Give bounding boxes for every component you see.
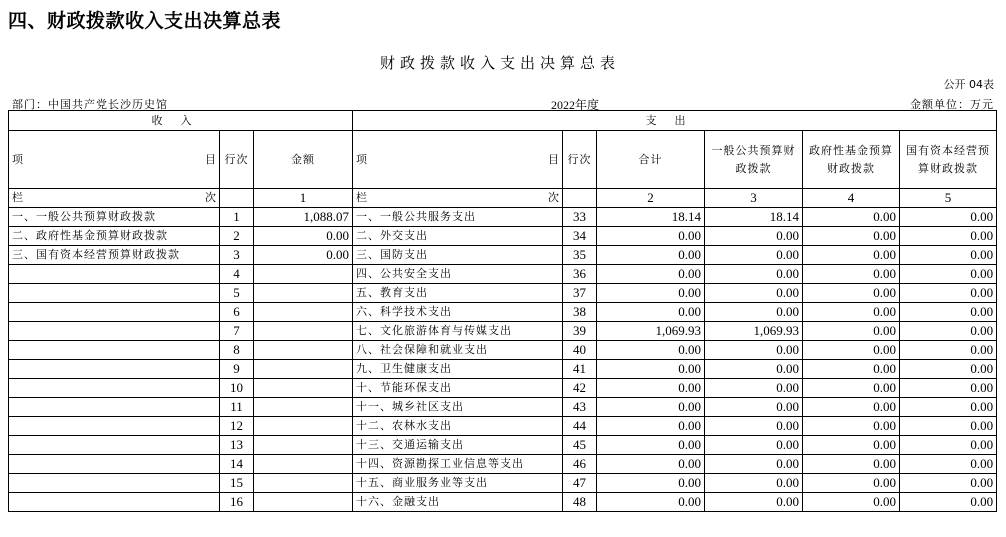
income-item-cell	[9, 455, 220, 474]
expense-item-cell: 十、节能环保支出	[353, 379, 563, 398]
expense-row-no-cell: 48	[563, 493, 597, 512]
income-item-cell: 三、国有资本经营预算财政拨款	[9, 246, 220, 265]
income-amount-cell	[254, 474, 353, 493]
state-capital-cell: 0.00	[900, 246, 997, 265]
general-budget-cell: 0.00	[705, 265, 803, 284]
income-row-no-cell: 15	[220, 474, 254, 493]
income-amount-cell	[254, 417, 353, 436]
income-row-no-cell: 12	[220, 417, 254, 436]
general-budget-cell: 0.00	[705, 284, 803, 303]
income-amount-cell	[254, 493, 353, 512]
expense-row-no-cell: 37	[563, 284, 597, 303]
income-item-cell	[9, 398, 220, 417]
total-cell: 0.00	[597, 227, 705, 246]
expense-row-no-cell: 34	[563, 227, 597, 246]
income-item-cell	[9, 379, 220, 398]
income-row-no-cell: 16	[220, 493, 254, 512]
gov-fund-cell: 0.00	[803, 246, 900, 265]
income-amount-cell	[254, 436, 353, 455]
state-capital-header: 国有资本经营预算财政拨款	[900, 131, 997, 189]
state-capital-cell: 0.00	[900, 455, 997, 474]
income-row-no-cell: 13	[220, 436, 254, 455]
income-item-cell	[9, 341, 220, 360]
total-cell: 18.14	[597, 208, 705, 227]
expense-item-cell: 六、科学技术支出	[353, 303, 563, 322]
total-header: 合计	[597, 131, 705, 189]
form-number: 公开 04表	[943, 78, 994, 91]
state-capital-cell: 0.00	[900, 265, 997, 284]
expense-row-no-cell: 40	[563, 341, 597, 360]
department-label: 部门：中国共产党长沙历史馆	[12, 98, 168, 111]
income-amount-cell	[254, 360, 353, 379]
income-row-no-cell: 6	[220, 303, 254, 322]
state-capital-cell: 0.00	[900, 322, 997, 341]
expense-row-no-cell: 38	[563, 303, 597, 322]
state-capital-cell: 0.00	[900, 436, 997, 455]
expense-section-header: 支出	[353, 111, 997, 131]
income-item-cell	[9, 360, 220, 379]
expense-item-header: 项 目	[353, 131, 563, 189]
expense-item-cell: 十二、农林水支出	[353, 417, 563, 436]
table-row	[9, 303, 997, 322]
general-budget-header: 一般公共预算财政拨款	[705, 131, 803, 189]
expense-row-no-cell: 43	[563, 398, 597, 417]
state-capital-cell: 0.00	[900, 303, 997, 322]
expense-item-cell: 十一、城乡社区支出	[353, 398, 563, 417]
gov-fund-cell: 0.00	[803, 284, 900, 303]
expense-row-no-cell: 45	[563, 436, 597, 455]
table-row	[9, 322, 997, 341]
income-item-cell: 一、一般公共预算财政拨款	[9, 208, 220, 227]
general-budget-cell: 0.00	[705, 303, 803, 322]
income-item-cell	[9, 493, 220, 512]
total-cell: 0.00	[597, 455, 705, 474]
total-cell: 0.00	[597, 341, 705, 360]
general-budget-cell: 0.00	[705, 455, 803, 474]
expense-item-cell: 九、卫生健康支出	[353, 360, 563, 379]
col-index-1: 1	[254, 189, 353, 208]
income-row-no-cell: 14	[220, 455, 254, 474]
expense-item-cell: 十五、商业服务业等支出	[353, 474, 563, 493]
expense-item-cell: 四、公共安全支出	[353, 265, 563, 284]
general-budget-cell: 0.00	[705, 417, 803, 436]
general-budget-cell: 0.00	[705, 360, 803, 379]
expense-item-cell: 二、外交支出	[353, 227, 563, 246]
income-item-cell	[9, 436, 220, 455]
expense-item-cell: 十六、金融支出	[353, 493, 563, 512]
expense-row-no-cell: 35	[563, 246, 597, 265]
income-amount-cell	[254, 398, 353, 417]
col-index-4: 4	[803, 189, 900, 208]
general-budget-cell: 0.00	[705, 341, 803, 360]
budget-summary-table	[8, 110, 997, 512]
income-row-no-cell: 11	[220, 398, 254, 417]
state-capital-cell: 0.00	[900, 493, 997, 512]
general-budget-cell: 0.00	[705, 398, 803, 417]
income-amount-cell	[254, 284, 353, 303]
income-amount-cell	[254, 341, 353, 360]
state-capital-cell: 0.00	[900, 474, 997, 493]
income-item-cell: 二、政府性基金预算财政拨款	[9, 227, 220, 246]
expense-row-no-cell: 36	[563, 265, 597, 284]
table-row	[9, 455, 997, 474]
gov-fund-cell: 0.00	[803, 341, 900, 360]
col-index-label: 栏 次	[353, 189, 563, 208]
income-item-cell	[9, 474, 220, 493]
income-amount-cell	[254, 303, 353, 322]
total-cell: 0.00	[597, 360, 705, 379]
table-row	[9, 265, 997, 284]
total-cell: 0.00	[597, 379, 705, 398]
total-cell: 0.00	[597, 265, 705, 284]
expense-row-no-cell: 42	[563, 379, 597, 398]
gov-fund-cell: 0.00	[803, 265, 900, 284]
income-item-header: 项 目	[9, 131, 220, 189]
table-row	[9, 208, 997, 227]
general-budget-cell: 0.00	[705, 379, 803, 398]
state-capital-cell: 0.00	[900, 398, 997, 417]
expense-item-cell: 七、文化旅游体育与传媒支出	[353, 322, 563, 341]
table-row	[9, 379, 997, 398]
income-row-no-cell: 2	[220, 227, 254, 246]
expense-row-no-cell: 47	[563, 474, 597, 493]
income-item-cell	[9, 284, 220, 303]
state-capital-cell: 0.00	[900, 379, 997, 398]
gov-fund-cell: 0.00	[803, 208, 900, 227]
expense-row-no-cell: 41	[563, 360, 597, 379]
gov-fund-cell: 0.00	[803, 493, 900, 512]
state-capital-cell: 0.00	[900, 417, 997, 436]
col-index-label: 栏 次	[9, 189, 220, 208]
income-item-cell	[9, 303, 220, 322]
income-amount-cell: 0.00	[254, 246, 353, 265]
income-amount-cell	[254, 322, 353, 341]
general-budget-cell: 1,069.93	[705, 322, 803, 341]
income-item-cell	[9, 417, 220, 436]
income-item-cell	[9, 265, 220, 284]
income-section-header: 收入	[9, 111, 353, 131]
gov-fund-cell: 0.00	[803, 360, 900, 379]
amount-header: 金额	[254, 131, 353, 189]
page-heading: 四、财政拨款收入支出决算总表	[8, 10, 282, 32]
gov-fund-cell: 0.00	[803, 322, 900, 341]
income-amount-cell	[254, 265, 353, 284]
state-capital-cell: 0.00	[900, 227, 997, 246]
table-row	[9, 493, 997, 512]
table-row	[9, 398, 997, 417]
income-row-no-cell: 7	[220, 322, 254, 341]
state-capital-cell: 0.00	[900, 208, 997, 227]
col-index-3: 3	[705, 189, 803, 208]
expense-item-cell: 五、教育支出	[353, 284, 563, 303]
total-cell: 0.00	[597, 398, 705, 417]
col-index-empty	[220, 189, 254, 208]
expense-row-no-header: 行次	[563, 131, 597, 189]
income-row-no-header: 行次	[220, 131, 254, 189]
gov-fund-cell: 0.00	[803, 398, 900, 417]
table-row	[9, 227, 997, 246]
general-budget-cell: 0.00	[705, 227, 803, 246]
income-amount-cell	[254, 455, 353, 474]
table-row	[9, 436, 997, 455]
income-amount-cell: 0.00	[254, 227, 353, 246]
total-cell: 0.00	[597, 493, 705, 512]
expense-item-cell: 十四、资源勘探工业信息等支出	[353, 455, 563, 474]
total-cell: 0.00	[597, 474, 705, 493]
expense-item-cell: 一、一般公共服务支出	[353, 208, 563, 227]
gov-fund-cell: 0.00	[803, 303, 900, 322]
general-budget-cell: 0.00	[705, 474, 803, 493]
income-amount-cell: 1,088.07	[254, 208, 353, 227]
state-capital-cell: 0.00	[900, 284, 997, 303]
expense-item-cell: 八、社会保障和就业支出	[353, 341, 563, 360]
gov-fund-cell: 0.00	[803, 379, 900, 398]
income-row-no-cell: 4	[220, 265, 254, 284]
table-title: 财政拨款收入支出决算总表	[379, 54, 620, 72]
table-row	[9, 246, 997, 265]
income-row-no-cell: 8	[220, 341, 254, 360]
income-row-no-cell: 10	[220, 379, 254, 398]
total-cell: 0.00	[597, 436, 705, 455]
gov-fund-cell: 0.00	[803, 417, 900, 436]
total-cell: 0.00	[597, 417, 705, 436]
table-row	[9, 417, 997, 436]
income-row-no-cell: 1	[220, 208, 254, 227]
expense-row-no-cell: 46	[563, 455, 597, 474]
expense-item-cell: 十三、交通运输支出	[353, 436, 563, 455]
gov-fund-cell: 0.00	[803, 474, 900, 493]
total-cell: 0.00	[597, 303, 705, 322]
income-row-no-cell: 9	[220, 360, 254, 379]
general-budget-cell: 0.00	[705, 436, 803, 455]
general-budget-cell: 18.14	[705, 208, 803, 227]
expense-row-no-cell: 39	[563, 322, 597, 341]
unit-label: 金额单位：万元	[910, 98, 994, 111]
col-index-5: 5	[900, 189, 997, 208]
table-row	[9, 284, 997, 303]
income-row-no-cell: 3	[220, 246, 254, 265]
total-cell: 0.00	[597, 284, 705, 303]
gov-fund-header: 政府性基金预算财政拨款	[803, 131, 900, 189]
general-budget-cell: 0.00	[705, 493, 803, 512]
expense-row-no-cell: 44	[563, 417, 597, 436]
gov-fund-cell: 0.00	[803, 455, 900, 474]
gov-fund-cell: 0.00	[803, 227, 900, 246]
expense-item-cell: 三、国防支出	[353, 246, 563, 265]
total-cell: 0.00	[597, 246, 705, 265]
income-row-no-cell: 5	[220, 284, 254, 303]
income-item-cell	[9, 322, 220, 341]
table-row	[9, 360, 997, 379]
col-index-empty	[563, 189, 597, 208]
general-budget-cell: 0.00	[705, 246, 803, 265]
year-label: 2022年度	[551, 98, 600, 112]
state-capital-cell: 0.00	[900, 341, 997, 360]
col-index-2: 2	[597, 189, 705, 208]
gov-fund-cell: 0.00	[803, 436, 900, 455]
total-cell: 1,069.93	[597, 322, 705, 341]
table-row	[9, 474, 997, 493]
state-capital-cell: 0.00	[900, 360, 997, 379]
table-row	[9, 341, 997, 360]
expense-row-no-cell: 33	[563, 208, 597, 227]
income-amount-cell	[254, 379, 353, 398]
